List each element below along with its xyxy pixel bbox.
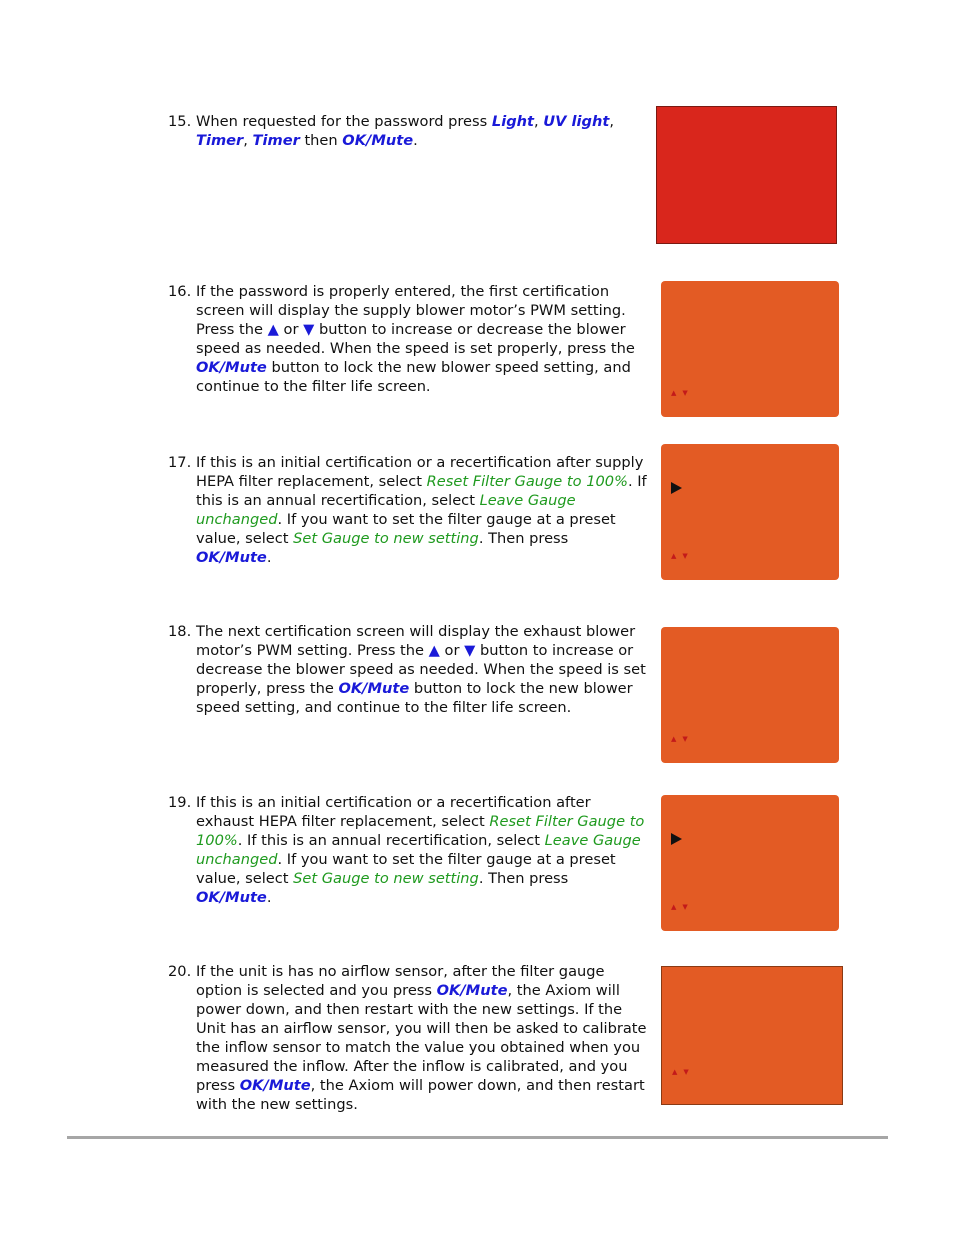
step-text — [196, 112, 648, 150]
up-down-arrows-icon: ▲▼ — [671, 735, 694, 743]
arrow-icon: ▼ — [303, 321, 315, 338]
arrow-icon: ▼ — [464, 642, 476, 659]
text-run: . Then press — [478, 870, 569, 887]
text-run: button to increase or decrease the blower speed as needed. When the speed is set properly, press the — [196, 321, 635, 357]
step-16 — [168, 282, 648, 396]
button-name: UV light — [543, 113, 610, 130]
text-run: , the Axiom will power down, and then restart with the new settings. — [196, 1077, 645, 1113]
text-run: . If you want to set the filter gauge at a preset value, select — [196, 851, 616, 887]
menu-option-name: Reset Filter Gauge to 100% — [426, 473, 628, 490]
button-name: OK/Mute — [196, 359, 267, 376]
text-run: . — [266, 549, 272, 566]
text-run: If this is an initial certification or a recertification after exhaust HEPA filter replacement, select — [196, 794, 591, 830]
button-name: Light — [491, 113, 535, 130]
step-number: 19. — [168, 794, 192, 811]
text-run: If the unit is has no airflow sensor, after the filter gauge option is selected and you press — [196, 963, 605, 999]
text-run: button to lock the new blower speed setting, and continue to the filter life screen. — [196, 680, 633, 716]
menu-option-name: Set Gauge to new setting — [293, 870, 479, 887]
step-number: 17. — [168, 454, 192, 471]
text-run: When requested for the password press — [196, 113, 492, 130]
menu-option-name: Leave Gauge unchanged — [196, 492, 576, 528]
text-run: , the Axiom will power down, and then restart with the new settings. If the Unit has an airflow sensor, you will then be asked to calibrate the inflow sensor to match the value you obtained when you measured the inflow. After the inflow is calibrated, and you press — [196, 982, 647, 1094]
step-text — [196, 622, 648, 717]
menu-option-name: Leave Gauge unchanged — [196, 832, 641, 868]
up-down-arrows-icon: ▲▼ — [671, 552, 694, 560]
step-15 — [168, 112, 648, 150]
exhaust-blower-screen-image — [661, 627, 839, 763]
text-run: then — [299, 132, 343, 149]
button-name: Timer — [252, 132, 300, 149]
text-run: , — [609, 113, 614, 130]
text-run: button to increase or decrease the blower speed as needed. When the speed is set properly, press the — [196, 642, 646, 697]
step-20 — [168, 962, 648, 1114]
arrow-icon: ▲ — [267, 321, 279, 338]
text-run: or — [278, 321, 304, 338]
step-text — [196, 282, 648, 396]
step-number: 15. — [168, 113, 192, 130]
text-run: . — [413, 132, 418, 149]
text-run: . If this is an annual recertification, select — [196, 473, 647, 509]
text-run: If the password is properly entered, the first certification screen will display the supply blower motor’s PWM setting. Press the — [196, 283, 626, 338]
step-text — [196, 453, 648, 567]
inflow-calibration-screen-image — [661, 966, 843, 1105]
text-run: button to lock the new blower speed setting, and continue to the filter life screen. — [196, 359, 631, 395]
button-name: OK/Mute — [342, 132, 414, 149]
up-down-arrows-icon: ▲▼ — [671, 389, 694, 397]
step-18 — [168, 622, 648, 717]
password-screen-image — [656, 106, 837, 244]
text-run: , — [534, 113, 544, 130]
menu-option-name: Set Gauge to new setting — [293, 530, 479, 547]
arrow-icon: ▲ — [428, 642, 440, 659]
text-run: . If this is an annual recertification, select — [237, 832, 545, 849]
text-run: If this is an initial certification or a recertification after supply HEPA filter replacement, select — [196, 454, 644, 490]
step-text — [196, 962, 648, 1114]
exhaust-filter-gauge-screen-image — [661, 795, 839, 931]
button-name: OK/Mute — [436, 982, 508, 999]
supply-blower-screen-image — [661, 281, 839, 417]
step-number: 16. — [168, 283, 192, 300]
right-pointer-icon — [671, 833, 682, 845]
button-name: Timer — [196, 132, 244, 149]
supply-filter-gauge-screen-image — [661, 444, 839, 580]
text-run: , — [243, 132, 253, 149]
step-text — [196, 793, 648, 907]
text-run: . If you want to set the filter gauge at a preset value, select — [196, 511, 616, 547]
step-19 — [168, 793, 648, 907]
button-name: OK/Mute — [196, 889, 267, 906]
up-down-arrows-icon: ▲▼ — [672, 1068, 695, 1076]
button-name: OK/Mute — [338, 680, 410, 697]
step-17 — [168, 453, 648, 567]
text-run: or — [439, 642, 465, 659]
footer-divider — [67, 1136, 888, 1139]
text-run: . — [266, 889, 272, 906]
text-run: The next certification screen will display the exhaust blower motor’s PWM setting. Press the — [196, 623, 636, 659]
button-name: OK/Mute — [196, 549, 267, 566]
up-down-arrows-icon: ▲▼ — [671, 903, 694, 911]
menu-option-name: Reset Filter Gauge to 100% — [196, 813, 645, 849]
step-number: 20. — [168, 963, 192, 980]
button-name: OK/Mute — [239, 1077, 311, 1094]
step-number: 18. — [168, 623, 192, 640]
right-pointer-icon — [671, 482, 682, 494]
text-run: . Then press — [478, 530, 569, 547]
